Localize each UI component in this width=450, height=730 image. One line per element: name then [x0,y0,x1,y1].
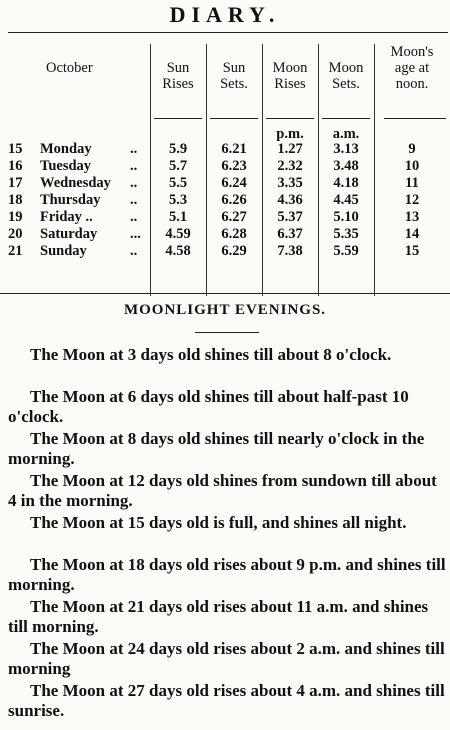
moonlight-paragraph: The Moon at 18 days old rises about 9 p.m. and shines till morning. [8,555,446,594]
cell-age: 12 [404,192,420,208]
moon-sets-unit: a.m. [332,126,360,142]
cell-dots: ... [130,226,141,242]
cell-dots: .. [130,192,138,208]
month-header: October [46,60,93,76]
moonlight-paragraph: The Moon at 8 days old shines till nearly o'clock in the morning. [8,429,425,468]
cell-day: 19 [8,209,23,225]
cell-moon-rises: 5.37 [277,209,303,225]
cell-sun-sets: 6.27 [221,209,247,225]
cell-dots: .. [130,175,138,191]
cell-day: 15 [8,141,23,157]
cell-sun-rises: 4.59 [165,226,191,242]
header-underline [384,118,446,119]
cell-moon-sets: 5.59 [333,243,359,259]
cell-sun-rises: 5.1 [168,209,188,225]
top-rule [8,32,448,33]
moonlight-paragraph: The Moon at 24 days old rises about 2 a.m. and shines till morning [8,639,445,678]
cell-dots: .. [130,141,138,157]
header-sun-rises: Sun Rises [162,60,194,92]
header-underline [154,118,202,119]
cell-moon-rises: 2.32 [277,158,303,174]
cell-weekday: Thursday [40,192,101,208]
cell-sun-sets: 6.24 [221,175,247,191]
cell-weekday: Wednesday [40,175,111,191]
cell-sun-rises: 5.5 [168,175,188,191]
cell-sun-sets: 6.21 [221,141,247,157]
cell-sun-rises: 4.58 [165,243,191,259]
cell-age: 9 [408,141,416,157]
section-title: MOONLIGHT EVENINGS. [123,302,327,318]
moonlight-paragraph: The Moon at 12 days old shines from sundown till about 4 in the morning. [8,471,437,510]
cell-moon-sets: 3.13 [333,141,359,157]
cell-moon-sets: 3.48 [333,158,359,174]
page-title: DIARY. [169,2,281,27]
header-moon-sets: Moon Sets. [328,60,364,92]
cell-age: 11 [405,175,419,191]
cell-age: 15 [404,243,420,259]
moon-rises-unit: p.m. [276,126,304,142]
header-moon-rises: Moon Rises [272,60,308,92]
header-underline [322,118,370,119]
cell-day: 21 [8,243,23,259]
cell-day: 16 [8,158,23,174]
moonlight-paragraph: The Moon at 15 days old is full, and shines all night. [30,513,407,532]
cell-sun-sets: 6.29 [221,243,247,259]
cell-moon-rises: 3.35 [277,175,303,191]
cell-age: 10 [404,158,420,174]
cell-age: 13 [404,209,420,225]
header-sun-sets: Sun Sets. [220,60,248,92]
cell-moon-sets: 5.35 [333,226,359,242]
moonlight-paragraph: The Moon at 3 days old shines till about 8 o'clock. [30,345,392,364]
cell-dots: .. [130,243,138,259]
cell-weekday: Sunday [40,243,87,259]
cell-weekday: Monday [40,141,92,157]
cell-weekday: Saturday [40,226,98,242]
cell-day: 18 [8,192,23,208]
cell-moon-sets: 4.18 [333,175,359,191]
cell-sun-sets: 6.26 [221,192,247,208]
moonlight-paragraph: The Moon at 27 days old rises about 4 a.m. and shines till sunrise. [8,681,445,720]
header-underline [210,118,258,119]
cell-moon-sets: 4.45 [333,192,359,208]
cell-sun-sets: 6.28 [221,226,247,242]
cell-age: 14 [404,226,420,242]
cell-dots: .. [130,209,138,225]
cell-moon-sets: 5.10 [333,209,359,225]
cell-sun-sets: 6.23 [221,158,247,174]
header-moon-age: Moon's age at noon. [390,44,434,92]
cell-day: 20 [8,226,23,242]
cell-moon-rises: 1.27 [277,141,303,157]
header-underline [266,118,314,119]
section-underline [195,332,259,333]
moonlight-paragraph: The Moon at 6 days old shines till about half-past 10 o'clock. [8,387,409,426]
cell-weekday: Tuesday [40,158,92,174]
cell-sun-rises: 5.7 [168,158,188,174]
cell-sun-rises: 5.9 [168,141,188,157]
section-rule [0,293,450,294]
cell-day: 17 [8,175,23,191]
cell-moon-rises: 6.37 [277,226,303,242]
cell-moon-rises: 7.38 [277,243,303,259]
cell-dots: .. [130,158,138,174]
cell-moon-rises: 4.36 [277,192,303,208]
moonlight-paragraph: The Moon at 21 days old rises about 11 a.m. and shines till morning. [8,597,429,636]
cell-sun-rises: 5.3 [168,192,188,208]
cell-weekday: Friday .. [40,209,93,225]
